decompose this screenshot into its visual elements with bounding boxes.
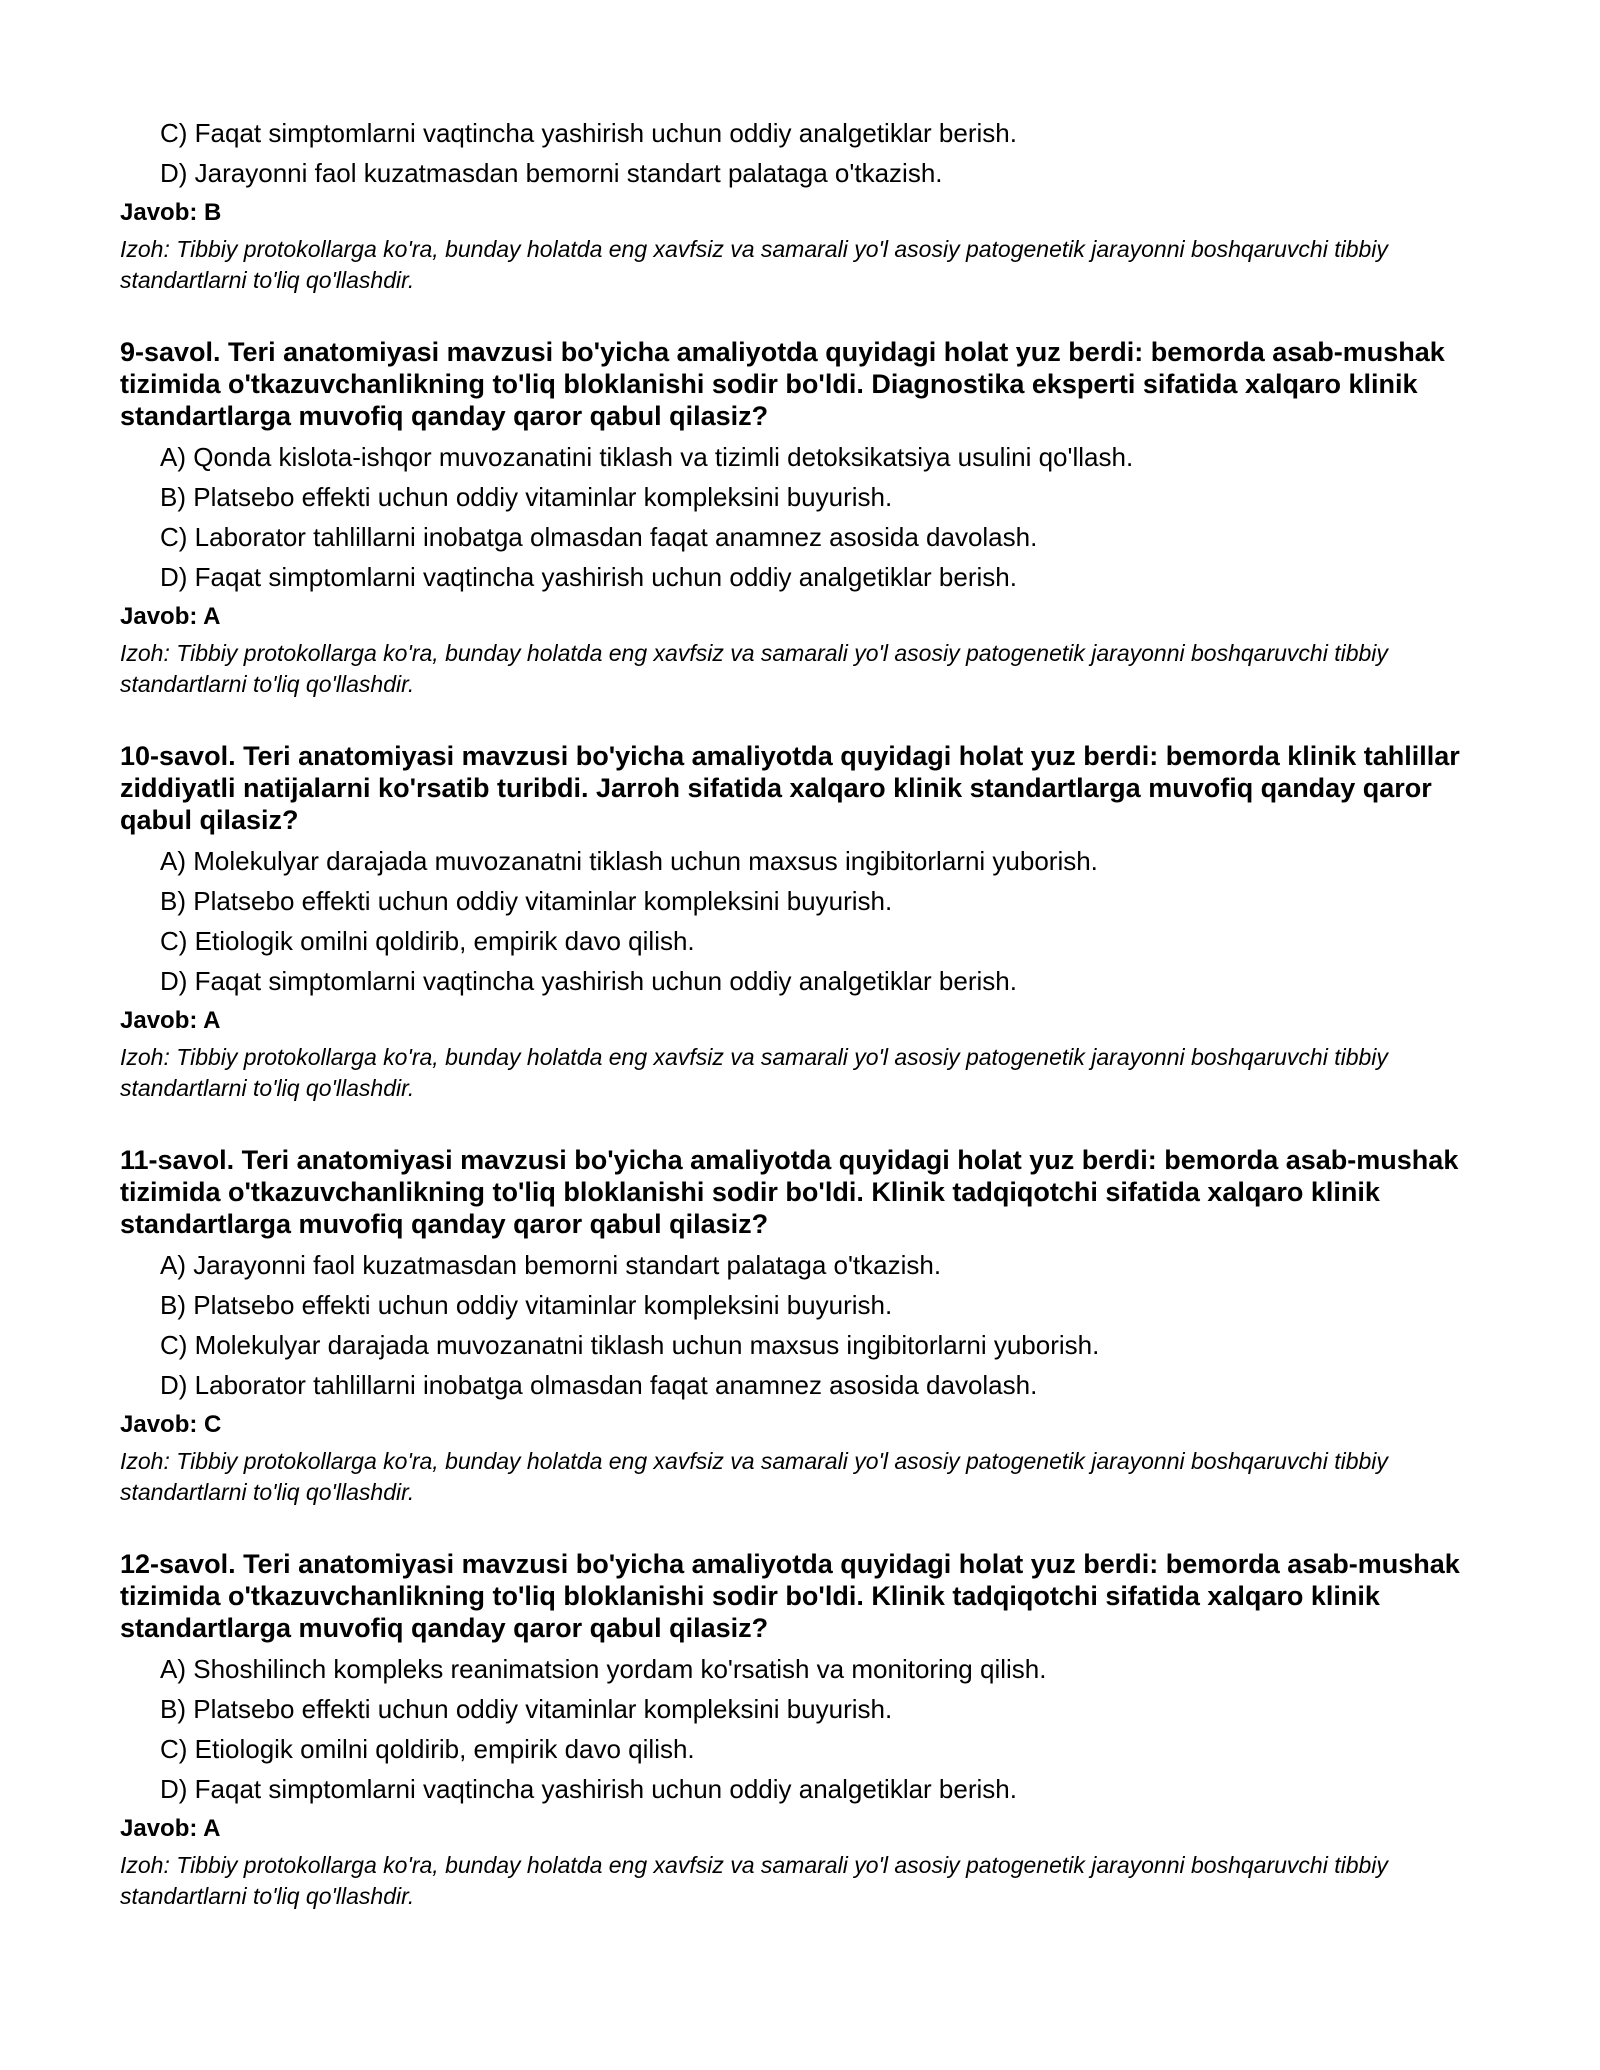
option-a: A) Shoshilinch kompleks reanimatsion yordam ko'rsatish va monitoring qilish. (160, 1654, 1047, 1684)
answer-label: Javob: A (120, 603, 221, 630)
answer-label: Javob: C (120, 1411, 222, 1438)
option-a: A) Molekulyar darajada muvozanatni tiklash uchun maxsus ingibitorlarni yuborish. (160, 846, 1098, 876)
option-list (120, 118, 1500, 188)
answer-label: Javob: A (120, 1007, 221, 1034)
option-c: C) Molekulyar darajada muvozanatni tiklash uchun maxsus ingibitorlarni yuborish. (160, 1330, 1100, 1360)
question-9 (120, 336, 1500, 700)
option-b: B) Platsebo effekti uchun oddiy vitaminlar kompleksini buyurish. (160, 482, 893, 512)
question-10 (120, 740, 1500, 1104)
option-d: D) Faqat simptomlarni vaqtincha yashirish uchun oddiy analgetiklar berish. (160, 1774, 1017, 1804)
option-a: A) Qonda kislota-ishqor muvozanatini tiklash va tizimli detoksikatsiya usulini qo'llash. (160, 442, 1134, 472)
question-text: 11-savol. Teri anatomiyasi mavzusi bo'yicha amaliyotda quyidagi holat yuz berdi: bemorda asab-mushak tizimida o'tkazuvchanlikning to'liq bloklanishi sodir bo'ldi. Klinik tadqiqotchi sifatida xalqaro klinik standartlarga muvofiq qanday qaror qabul qilasiz? (120, 1145, 1459, 1239)
explanation-note: Izoh: Tibbiy protokollarga ko'ra, bunday holatda eng xavfsiz va samarali yo'l asosiy patogenetik jarayonni boshqaruvchi tibbiy standartlarni to'liq qo'llashdir. (120, 1852, 1388, 1909)
option-c: C) Laborator tahlillarni inobatga olmasdan faqat anamnez asosida davolash. (160, 522, 1038, 552)
option-b: B) Platsebo effekti uchun oddiy vitaminlar kompleksini buyurish. (160, 1694, 893, 1724)
option-d: D) Jarayonni faol kuzatmasdan bemorni standart palataga o'tkazish. (160, 158, 943, 188)
option-list (120, 442, 1500, 592)
question-text: 12-savol. Teri anatomiyasi mavzusi bo'yicha amaliyotda quyidagi holat yuz berdi: bemorda asab-mushak tizimida o'tkazuvchanlikning to'liq bloklanishi sodir bo'ldi. Klinik tadqiqotchi sifatida xalqaro klinik standartlarga muvofiq qanday qaror qabul qilasiz? (120, 1549, 1460, 1643)
question-text: 10-savol. Teri anatomiyasi mavzusi bo'yicha amaliyotda quyidagi holat yuz berdi: bemorda klinik tahlillar ziddiyatli natijalarni ko'rsatib turibdi. Jarroh sifatida xalqaro klinik standartlarga muvofiq qanday qaror qabul qilasiz? (120, 741, 1460, 835)
option-c: C) Etiologik omilni qoldirib, empirik davo qilish. (160, 1734, 695, 1764)
option-d: D) Laborator tahlillarni inobatga olmasdan faqat anamnez asosida davolash. (160, 1370, 1038, 1400)
option-list (120, 1654, 1500, 1804)
option-list (120, 1250, 1500, 1400)
answer-label: Javob: A (120, 1815, 221, 1842)
explanation-note: Izoh: Tibbiy protokollarga ko'ra, bunday holatda eng xavfsiz va samarali yo'l asosiy patogenetik jarayonni boshqaruvchi tibbiy standartlarni to'liq qo'llashdir. (120, 1044, 1388, 1101)
option-b: B) Platsebo effekti uchun oddiy vitaminlar kompleksini buyurish. (160, 886, 893, 916)
document-page (120, 118, 1500, 1912)
option-c: C) Etiologik omilni qoldirib, empirik davo qilish. (160, 926, 695, 956)
explanation-note: Izoh: Tibbiy protokollarga ko'ra, bunday holatda eng xavfsiz va samarali yo'l asosiy patogenetik jarayonni boshqaruvchi tibbiy standartlarni to'liq qo'llashdir. (120, 640, 1388, 697)
answer-label: Javob: B (120, 199, 222, 226)
explanation-note: Izoh: Tibbiy protokollarga ko'ra, bunday holatda eng xavfsiz va samarali yo'l asosiy patogenetik jarayonni boshqaruvchi tibbiy standartlarni to'liq qo'llashdir. (120, 1448, 1388, 1505)
option-a: A) Jarayonni faol kuzatmasdan bemorni standart palataga o'tkazish. (160, 1250, 942, 1280)
option-b: B) Platsebo effekti uchun oddiy vitaminlar kompleksini buyurish. (160, 1290, 893, 1320)
option-c: C) Faqat simptomlarni vaqtincha yashirish uchun oddiy analgetiklar berish. (160, 118, 1017, 148)
question-11 (120, 1144, 1500, 1508)
question-8-continuation (120, 118, 1500, 296)
option-list (120, 846, 1500, 996)
explanation-note: Izoh: Tibbiy protokollarga ko'ra, bunday holatda eng xavfsiz va samarali yo'l asosiy patogenetik jarayonni boshqaruvchi tibbiy standartlarni to'liq qo'llashdir. (120, 236, 1388, 293)
question-12 (120, 1548, 1500, 1912)
question-text: 9-savol. Teri anatomiyasi mavzusi bo'yicha amaliyotda quyidagi holat yuz berdi: bemorda asab-mushak tizimida o'tkazuvchanlikning to'liq bloklanishi sodir bo'ldi. Diagnostika eksperti sifatida xalqaro klinik standartlarga muvofiq qanday qaror qabul qilasiz? (120, 337, 1445, 431)
option-d: D) Faqat simptomlarni vaqtincha yashirish uchun oddiy analgetiklar berish. (160, 966, 1017, 996)
option-d: D) Faqat simptomlarni vaqtincha yashirish uchun oddiy analgetiklar berish. (160, 562, 1017, 592)
